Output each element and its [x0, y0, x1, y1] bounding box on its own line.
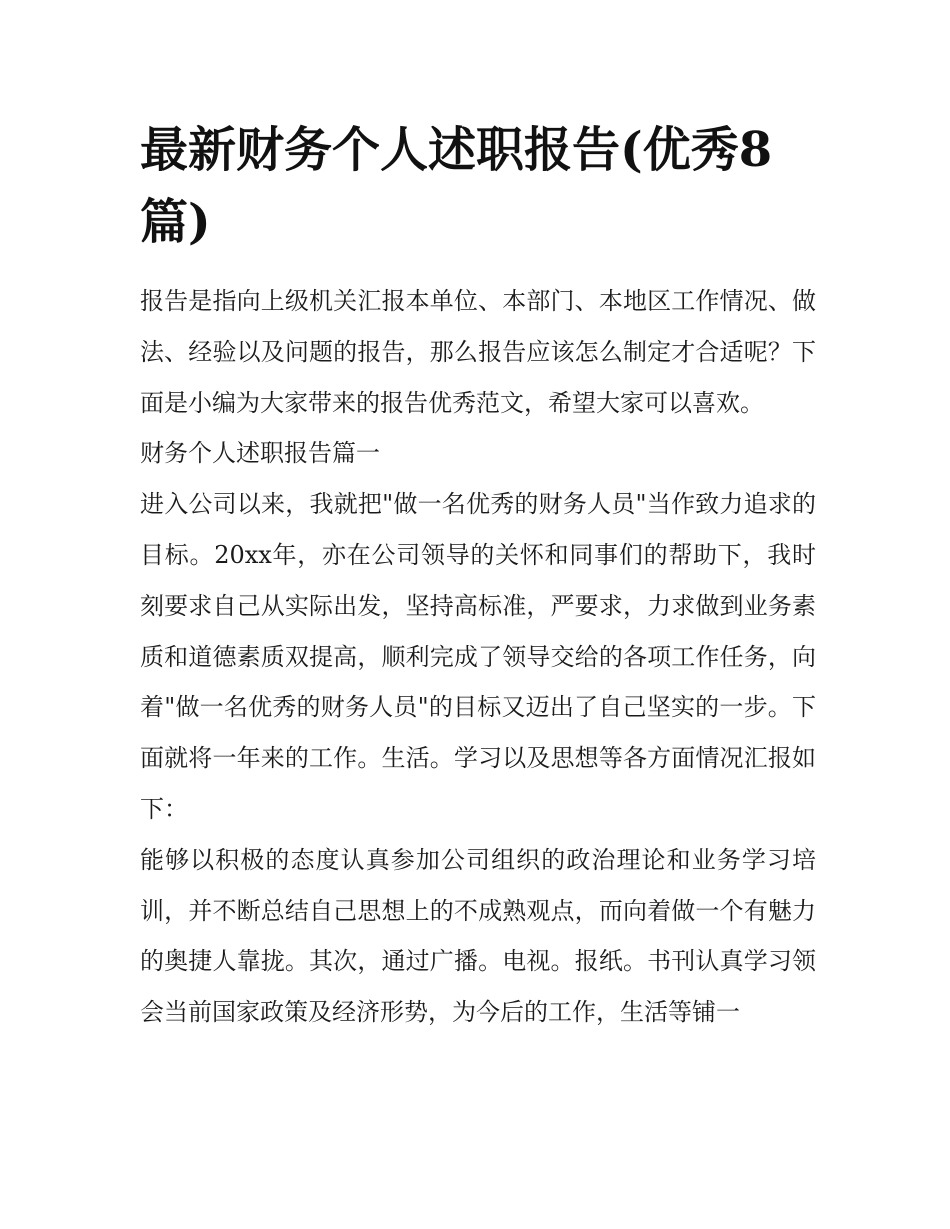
section-heading: 财务个人述职报告篇一	[140, 439, 380, 468]
body-paragraph: 进入公司以来，我就把"做一名优秀的财务人员"当作致力追求的目标。20xx年，亦在公司领导的关怀和同事们的帮助下，我时刻要求自己从实际出发，坚持高标准，严要求，力求做到业务素质和道德素质双提高，顺利完成了领导交给的各项工作任务，向着"做一名优秀的财务人员"的目标又迈出了自己坚实的一步。下面就将一年来的工作。生活。学习以及思想等各方面情况汇报如下：	[140, 490, 816, 823]
document-title: 最新财务个人述职报告(优秀8篇)	[140, 122, 773, 250]
body-paragraph: 能够以积极的态度认真参加公司组织的政治理论和业务学习培训，并不断总结自己思想上的不成熟观点，而向着做一个有魅力的奥捷人靠拢。其次，通过广播。电视。报纸。书刊认真学习领会当前国家政策及经济形势，为今后的工作，生活等铺一	[140, 845, 816, 1027]
document-body	[140, 276, 816, 1038]
intro-paragraph: 报告是指向上级机关汇报本单位、本部门、本地区工作情况、做法、经验以及问题的报告，那么报告应该怎么制定才合适呢？下面是小编为大家带来的报告优秀范文，希望大家可以喜欢。	[140, 287, 816, 417]
